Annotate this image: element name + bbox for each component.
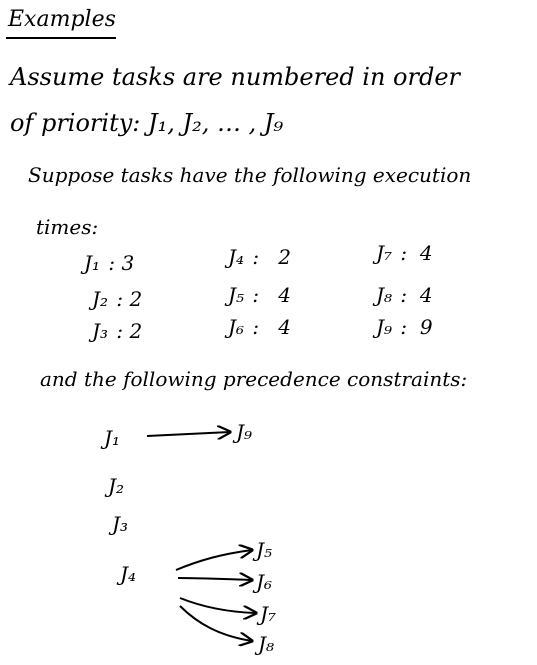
exec-time-j1 (84, 250, 134, 276)
task-time: 4 (278, 315, 291, 339)
colon: : (114, 319, 130, 343)
intro-text-line-1: Assume tasks are numbered in order (10, 63, 461, 91)
task-label: J₇ (376, 241, 393, 265)
graph-node-j7: J₇ (260, 602, 277, 626)
page-title: Examples (8, 7, 116, 32)
edge-j4-j7 (180, 598, 256, 613)
colon: : (250, 283, 279, 307)
graph-node-j9: J₉ (236, 420, 253, 444)
title-underline (6, 37, 116, 39)
task-time: 9 (419, 315, 433, 339)
graph-node-j6: J₆ (256, 570, 273, 594)
task-time: 2 (129, 287, 143, 311)
task-label: J₁ (84, 251, 101, 275)
edge-j4-j8 (180, 606, 252, 641)
execution-text-line-1: Suppose tasks have the following execution (28, 163, 472, 187)
task-time: 4 (419, 283, 433, 307)
edge-j1-j9 (147, 432, 230, 436)
colon: : (106, 251, 122, 275)
edge-j4-j6 (178, 578, 252, 580)
colon: : (250, 315, 279, 339)
task-label: J₆ (228, 315, 245, 339)
task-time: 4 (278, 283, 291, 307)
exec-time-j3 (92, 318, 142, 344)
exec-time-j2 (92, 286, 142, 312)
colon: : (398, 241, 420, 265)
task-label: J₉ (376, 315, 393, 339)
graph-node-j8: J₈ (258, 632, 275, 656)
task-label: J₂ (92, 287, 109, 311)
task-label: J₅ (228, 283, 245, 307)
exec-time-j8 (376, 282, 433, 308)
exec-time-j6 (228, 314, 291, 340)
task-label: J₄ (228, 245, 245, 269)
colon: : (114, 287, 130, 311)
task-time: 4 (419, 241, 433, 265)
exec-time-j9 (376, 314, 433, 340)
task-label: J₈ (376, 283, 393, 307)
graph-node-j1: J₁ (104, 426, 121, 450)
graph-node-j4: J₄ (120, 562, 137, 586)
precedence-text-line: and the following precedence constraints: (40, 367, 468, 391)
colon: : (250, 245, 279, 269)
task-time: 2 (129, 319, 143, 343)
exec-time-j5 (228, 282, 291, 308)
task-label: J₃ (92, 319, 109, 343)
exec-time-j4 (228, 244, 291, 270)
graph-node-j2: J₂ (108, 474, 125, 498)
edge-j4-j5 (176, 550, 252, 570)
graph-node-j5: J₅ (256, 538, 273, 562)
execution-text-line-2: times: (36, 215, 99, 239)
task-time: 2 (278, 245, 291, 269)
task-time: 3 (121, 251, 135, 275)
colon: : (398, 283, 420, 307)
intro-text-line-2: of priority: J₁, J₂, … , J₉ (10, 109, 284, 137)
colon: : (398, 315, 420, 339)
exec-time-j7 (376, 240, 433, 266)
graph-node-j3: J₃ (112, 512, 129, 536)
